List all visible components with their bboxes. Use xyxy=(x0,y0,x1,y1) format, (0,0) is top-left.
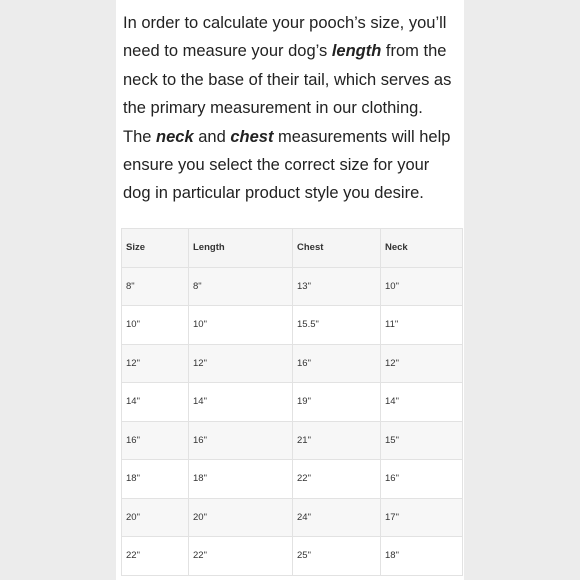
cell-neck: 18" xyxy=(381,537,463,576)
cell-chest: 19" xyxy=(293,383,381,422)
cell-neck: 15" xyxy=(381,421,463,460)
cell-neck: 16" xyxy=(381,460,463,499)
cell-neck: 17" xyxy=(381,498,463,537)
table-row xyxy=(122,344,463,383)
table-row xyxy=(122,460,463,499)
header-chest: Chest xyxy=(293,229,381,268)
cell-size: 20" xyxy=(122,498,189,537)
table-header-row xyxy=(122,229,463,268)
cell-length: 22" xyxy=(189,537,293,576)
cell-chest: 25" xyxy=(293,537,381,576)
intro-paragraph-length: In order to calculate your pooch’s size, you’ll need to measure your dog’s length from the neck to the base of their tail, which serves as the primary measurement in our clothing. xyxy=(123,14,452,118)
table-row xyxy=(122,267,463,306)
cell-length: 14" xyxy=(189,383,293,422)
table-row xyxy=(122,383,463,422)
header-size: Size xyxy=(122,229,189,268)
cell-length: 20" xyxy=(189,498,293,537)
cell-chest: 24" xyxy=(293,498,381,537)
cell-length: 18" xyxy=(189,460,293,499)
table-row xyxy=(122,537,463,576)
cell-size: 16" xyxy=(122,421,189,460)
header-neck: Neck xyxy=(381,229,463,268)
cell-length: 10" xyxy=(189,306,293,345)
cell-chest: 21" xyxy=(293,421,381,460)
cell-size: 8" xyxy=(122,267,189,306)
intro-paragraph-neck-chest: The neck and chest measurements will help ensure you select the correct size for your dog in particular product style you desire. xyxy=(123,127,451,203)
cell-chest: 13" xyxy=(293,267,381,306)
cell-neck: 10" xyxy=(381,267,463,306)
emphasis-length: length xyxy=(331,42,382,61)
table-row xyxy=(122,421,463,460)
intro-text xyxy=(123,9,459,208)
table-row xyxy=(122,498,463,537)
cell-length: 16" xyxy=(189,421,293,460)
header-length: Length xyxy=(189,229,293,268)
cell-length: 12" xyxy=(189,344,293,383)
cell-size: 12" xyxy=(122,344,189,383)
cell-length: 8" xyxy=(189,267,293,306)
cell-neck: 11" xyxy=(381,306,463,345)
cell-chest: 22" xyxy=(293,460,381,499)
cell-chest: 15.5" xyxy=(293,306,381,345)
cell-size: 22" xyxy=(122,537,189,576)
table-row xyxy=(122,306,463,345)
size-guide-page xyxy=(116,0,464,580)
cell-size: 14" xyxy=(122,383,189,422)
cell-size: 10" xyxy=(122,306,189,345)
cell-size: 18" xyxy=(122,460,189,499)
emphasis-chest: chest xyxy=(230,127,274,146)
cell-neck: 14" xyxy=(381,383,463,422)
cell-neck: 12" xyxy=(381,344,463,383)
size-chart-table xyxy=(121,228,463,576)
emphasis-neck: neck xyxy=(156,127,194,146)
cell-chest: 16" xyxy=(293,344,381,383)
